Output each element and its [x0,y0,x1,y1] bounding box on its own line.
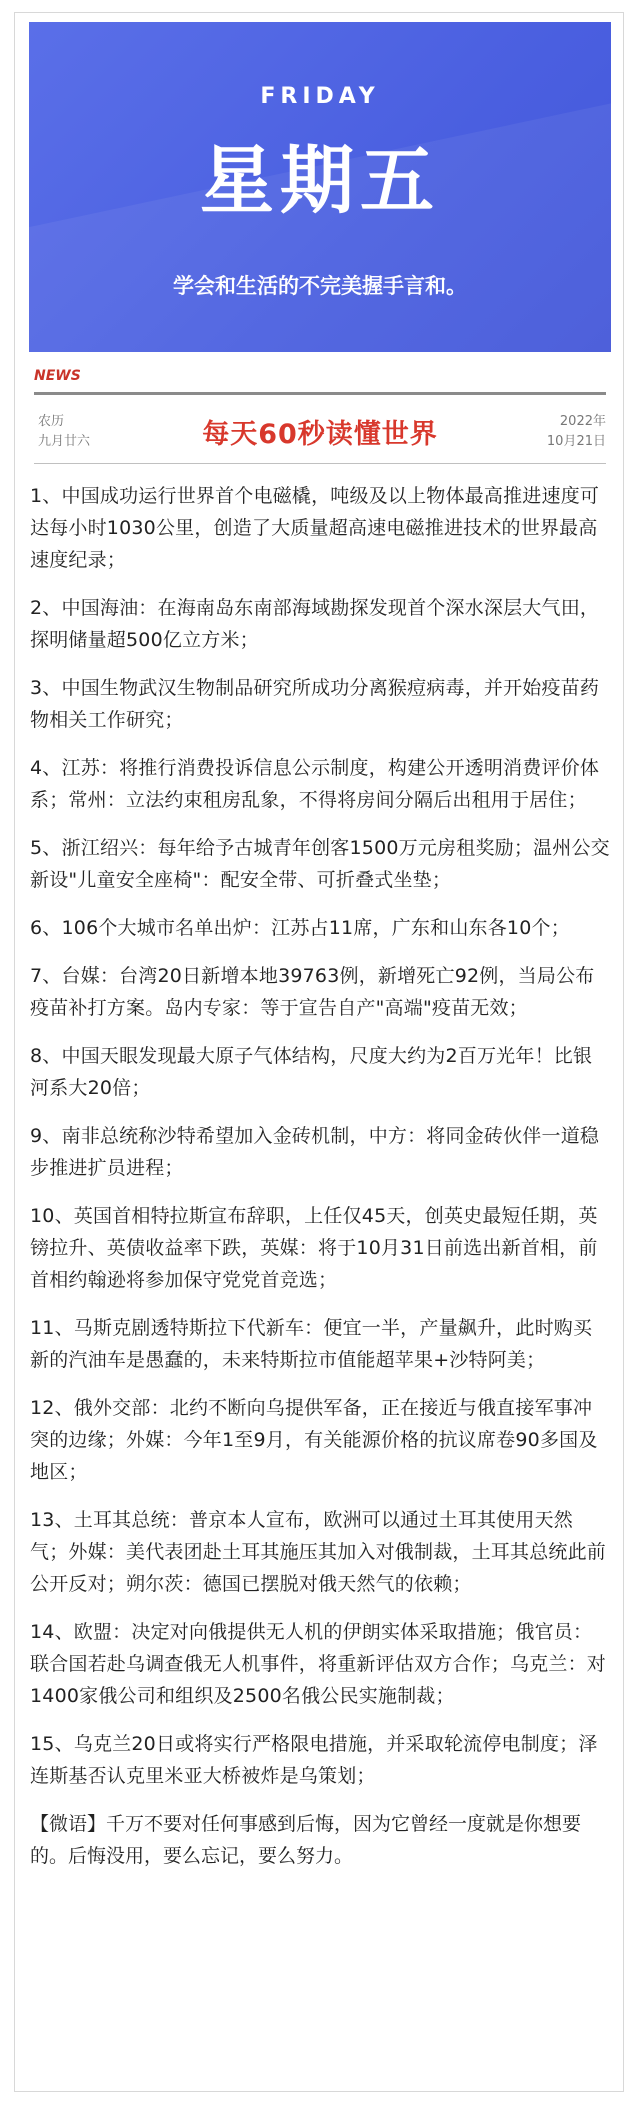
page-title: 每天60秒读懂世界 [202,419,438,450]
news-section-label: NEWS [34,368,81,384]
date-day: 10月21日 [546,434,606,449]
daily-quote: 【微语】千万不要对任何事感到后悔，因为它曾经一度就是你想要的。后悔没用，要么忘记，要么努力。 [30,1813,582,1867]
news-item: 1、中国成功运行世界首个电磁橇，吨级及以上物体最高推进速度可达每小时1030公里，创造了大质量超高速电磁推进技术的世界最高速度纪录； [30,485,600,571]
banner-weekday-cn: 星期五 [200,138,440,224]
news-item: 12、俄外交部：北约不断向乌提供军备，正在接近与俄直接军事冲突的边缘；外媒：今年1至9月，有关能源价格的抗议席卷90多国及地区； [30,1397,598,1483]
news-item: 9、南非总统称沙特希望加入金砖机制，中方：将同金砖伙伴一道稳步推进扩员进程； [30,1125,600,1179]
news-item: 11、马斯克剧透特斯拉下代新车：便宜一半，产量飙升，此时购买新的汽油车是愚蠢的，未来特斯拉市值能超苹果+沙特阿美； [30,1317,593,1371]
lunar-date-block [38,412,118,452]
news-item: 13、土耳其总统：普京本人宣布，欧洲可以通过土耳其使用天然气；外媒：美代表团赴土耳其施压其加入对俄制裁，土耳其总统此前公开反对；朔尔茨：德国已摆脱对俄天然气的依赖； [30,1509,607,1595]
gregorian-date-block [506,412,606,452]
lunar-label: 农历 [38,414,65,429]
news-item: 15、乌克兰20日或将实行严格限电措施，并采取轮流停电制度；泽连斯基否认克里米亚大桥被炸是乌策划； [30,1733,598,1787]
news-item: 14、欧盟：决定对向俄提供无人机的伊朗实体采取措施；俄官员：联合国若赴乌调查俄无人机事件，将重新评估双方合作；乌克兰：对1400家俄公司和组织及2500名俄公民实施制裁； [30,1621,607,1707]
header-banner [29,22,611,352]
lunar-date: 九月廿六 [38,434,91,449]
news-item: 4、江苏：将推行消费投诉信息公示制度，构建公开透明消费评价体系；常州：立法约束租房乱象，不得将房间分隔后出租用于居住； [30,757,600,811]
news-item: 2、中国海油：在海南岛东南部海域勘探发现首个深水深层大气田，探明储量超500亿立方米； [30,597,600,651]
news-item: 6、106个大城市名单出炉：江苏占11席，广东和山东各10个； [30,917,570,939]
news-item: 8、中国天眼发现最大原子气体结构，尺度大约为2百万光年！比银河系大20倍； [30,1045,593,1099]
news-item: 5、浙江绍兴：每年给予古城青年创客1500万元房租奖励；温州公交新设"儿童安全座椅"：配安全带、可折叠式坐垫； [30,837,610,891]
news-item: 10、英国首相特拉斯宣布辞职，上任仅45天，创英史最短任期，英镑拉升、英债收益率下跌，英媒：将于10月31日前选出新首相，前首相约翰逊将参加保守党党首竞选； [30,1205,598,1291]
date-year: 2022年 [559,414,606,429]
title-divider [34,463,606,464]
banner-slogan: 学会和生活的不完美握手言和。 [173,274,467,298]
banner-weekday-en: FRIDAY [260,84,380,109]
news-list [30,480,610,1872]
news-item: 7、台媒：台湾20日新增本地39763例，新增死亡92例，当局公布疫苗补打方案。岛内专家：等于宣告自产"高端"疫苗无效； [30,965,595,1019]
section-divider [34,392,606,395]
news-item: 3、中国生物武汉生物制品研究所成功分离猴痘病毒，并开始疫苗药物相关工作研究； [30,677,600,731]
